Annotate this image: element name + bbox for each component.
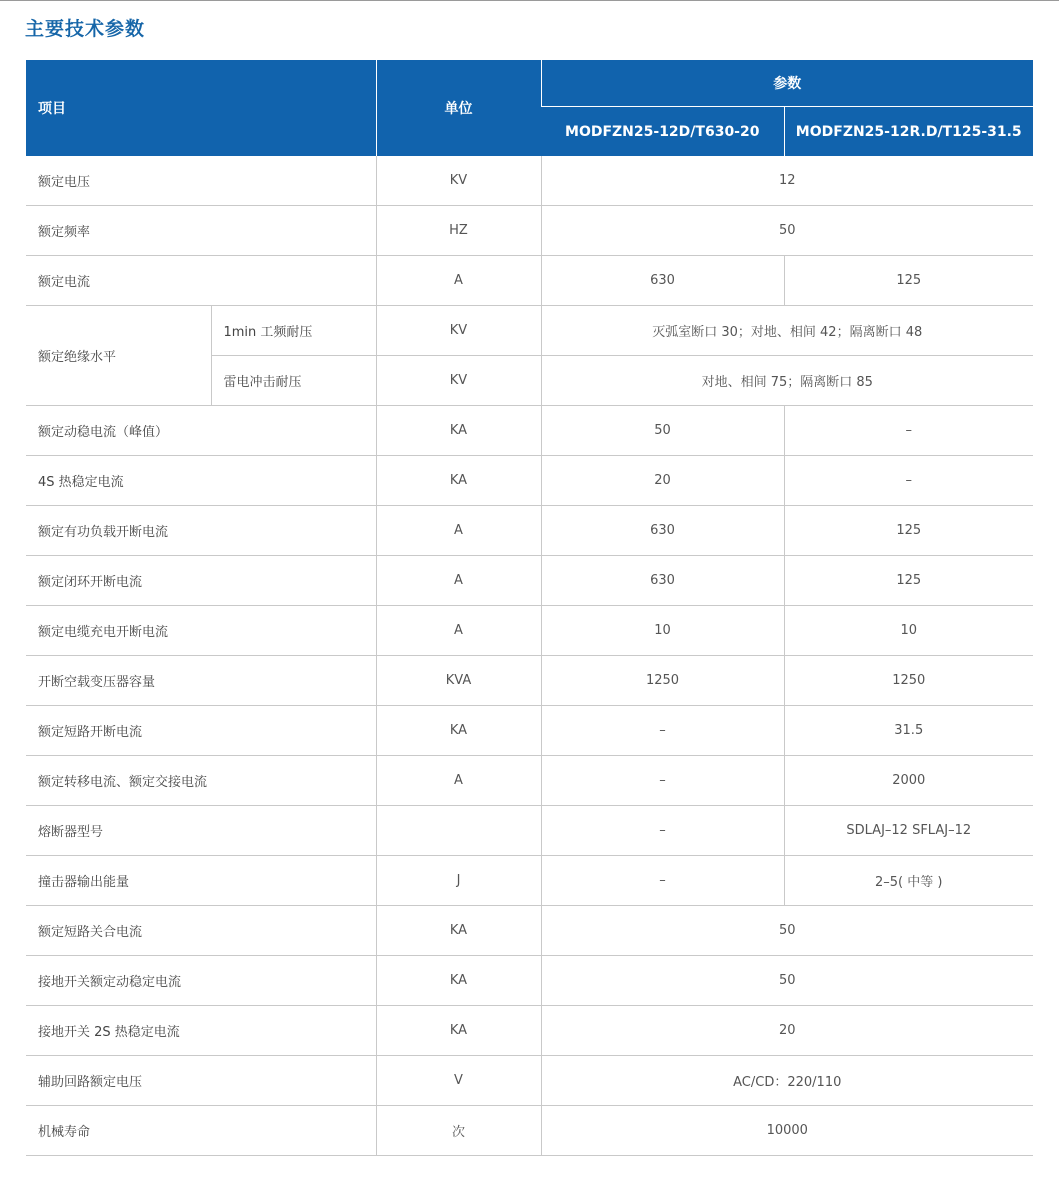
spec-table-body [26, 156, 1033, 1156]
row-value-model-1: 10 [541, 606, 784, 656]
row-value-model-2: 2000 [784, 756, 1033, 806]
row-value: 20 [541, 1006, 1033, 1056]
table-row [26, 1056, 1033, 1106]
row-unit: A [376, 606, 541, 656]
table-row [26, 1006, 1033, 1056]
row-label: 4S 热稳定电流 [26, 456, 376, 506]
row-value-model-1: – [541, 806, 784, 856]
row-value-model-2: SDLAJ–12 SFLAJ–12 [784, 806, 1033, 856]
row-value: 50 [541, 206, 1033, 256]
row-label: 额定电压 [26, 156, 376, 206]
table-row [26, 506, 1033, 556]
row-label: 额定频率 [26, 206, 376, 256]
row-value-model-2: 31.5 [784, 706, 1033, 756]
row-unit: KV [376, 306, 541, 356]
row-unit: KA [376, 456, 541, 506]
row-unit: KA [376, 1006, 541, 1056]
row-sublabel: 1min 工频耐压 [211, 306, 376, 356]
section-title: 主要技术参数 [25, 18, 146, 40]
row-value-model-1: 50 [541, 406, 784, 456]
row-unit: KA [376, 956, 541, 1006]
row-label: 额定转移电流、额定交接电流 [26, 756, 376, 806]
row-value-model-1: – [541, 756, 784, 806]
table-row [26, 156, 1033, 206]
row-label: 额定有功负载开断电流 [26, 506, 376, 556]
row-value: 50 [541, 956, 1033, 1006]
table-row [26, 456, 1033, 506]
row-unit: KA [376, 906, 541, 956]
row-sublabel: 雷电冲击耐压 [211, 356, 376, 406]
row-value: 10000 [541, 1106, 1033, 1156]
row-value-model-1: – [541, 856, 784, 906]
row-label: 辅助回路额定电压 [26, 1056, 376, 1106]
table-row [26, 856, 1033, 906]
row-value-model-2: 2–5( 中等 ) [784, 856, 1033, 906]
row-unit: KVA [376, 656, 541, 706]
row-unit: J [376, 856, 541, 906]
row-value-model-1: 630 [541, 506, 784, 556]
row-value-model-2: 125 [784, 256, 1033, 306]
table-row [26, 606, 1033, 656]
row-value: 对地、相间 75；隔离断口 85 [541, 356, 1033, 406]
header-model-2: MODFZN25-12R.D/T125-31.5 [784, 107, 1033, 156]
table-row [26, 956, 1033, 1006]
table-row [26, 256, 1033, 306]
table-row [26, 656, 1033, 706]
row-label: 开断空载变压器容量 [26, 656, 376, 706]
table-row [26, 756, 1033, 806]
table-row [26, 906, 1033, 956]
row-value-model-1: 630 [541, 556, 784, 606]
row-label: 额定闭环开断电流 [26, 556, 376, 606]
row-unit: A [376, 556, 541, 606]
row-unit: KV [376, 156, 541, 206]
row-value-model-1: 20 [541, 456, 784, 506]
row-label: 额定电缆充电开断电流 [26, 606, 376, 656]
row-value-model-2: 125 [784, 556, 1033, 606]
row-value-model-2: – [784, 456, 1033, 506]
row-value-model-2: 125 [784, 506, 1033, 556]
row-value: 12 [541, 156, 1033, 206]
row-value-model-1: – [541, 706, 784, 756]
header-model-1: MODFZN25-12D/T630-20 [541, 107, 784, 156]
row-label: 接地开关 2S 热稳定电流 [26, 1006, 376, 1056]
row-label: 机械寿命 [26, 1106, 376, 1156]
row-label: 额定动稳电流（峰值） [26, 406, 376, 456]
row-label: 撞击器输出能量 [26, 856, 376, 906]
table-row [26, 406, 1033, 456]
row-unit: 次 [376, 1106, 541, 1156]
row-unit: A [376, 256, 541, 306]
table-row [26, 706, 1033, 756]
table-row [26, 306, 1033, 356]
row-value-model-2: – [784, 406, 1033, 456]
row-value-model-1: 630 [541, 256, 784, 306]
row-unit: KV [376, 356, 541, 406]
row-label: 额定电流 [26, 256, 376, 306]
row-value-model-1: 1250 [541, 656, 784, 706]
row-label: 额定短路关合电流 [26, 906, 376, 956]
row-label: 熔断器型号 [26, 806, 376, 856]
row-label: 额定短路开断电流 [26, 706, 376, 756]
table-row [26, 1106, 1033, 1156]
header-unit: 单位 [376, 60, 541, 156]
table-row [26, 206, 1033, 256]
top-divider [0, 0, 1059, 1]
row-unit: KA [376, 406, 541, 456]
row-unit: A [376, 506, 541, 556]
spec-table [26, 60, 1033, 1156]
table-row [26, 806, 1033, 856]
row-value: AC/CD：220/110 [541, 1056, 1033, 1106]
row-value: 灭弧室断口 30；对地、相间 42；隔离断口 48 [541, 306, 1033, 356]
row-unit [376, 806, 541, 856]
row-unit: A [376, 756, 541, 806]
row-value: 50 [541, 906, 1033, 956]
row-unit: KA [376, 706, 541, 756]
row-unit: HZ [376, 206, 541, 256]
row-unit: V [376, 1056, 541, 1106]
row-value-model-2: 1250 [784, 656, 1033, 706]
header-params: 参数 [541, 60, 1033, 107]
row-label: 额定绝缘水平 [26, 306, 211, 406]
row-label: 接地开关额定动稳定电流 [26, 956, 376, 1006]
header-item: 项目 [26, 60, 376, 156]
table-row [26, 556, 1033, 606]
row-value-model-2: 10 [784, 606, 1033, 656]
